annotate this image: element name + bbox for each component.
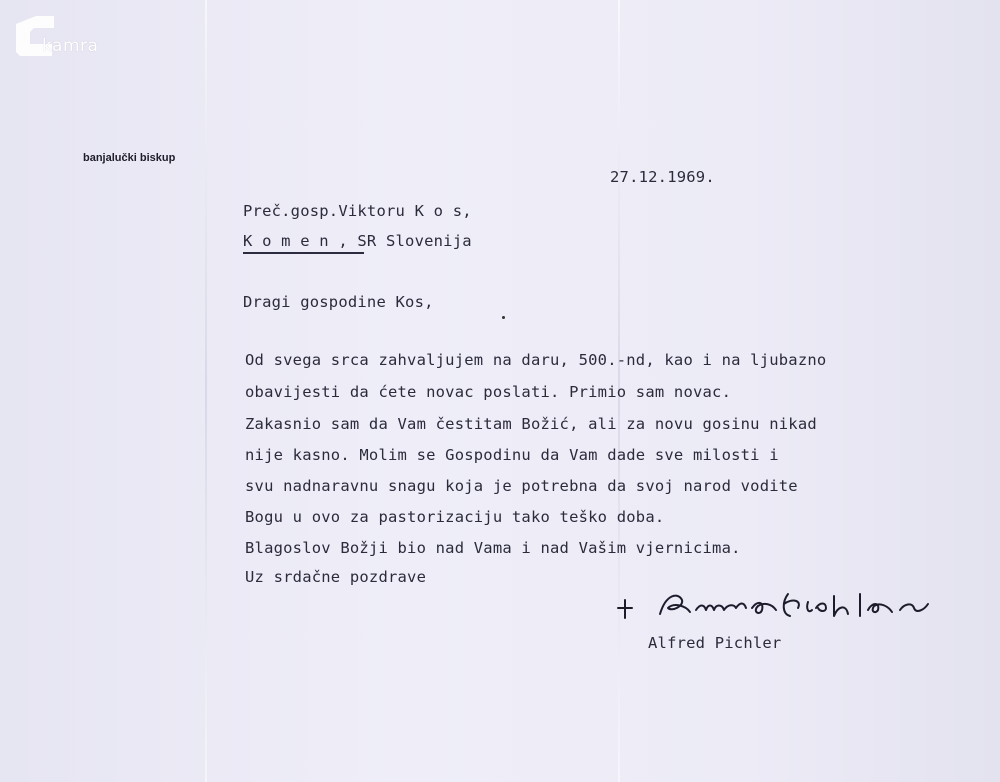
- watermark-logo: [12, 14, 112, 58]
- greeting: Dragi gospodine Kos,: [243, 293, 434, 311]
- watermark-text: kamra: [42, 36, 99, 56]
- body-line: Zakasnio sam da Vam čestitam Božić, ali za novu gosinu nikad: [245, 415, 817, 433]
- handwritten-signature: [612, 588, 1000, 624]
- letterhead: banjalučki biskup: [83, 152, 176, 164]
- body-line: obavijesti da ćete novac poslati. Primio sam novac.: [245, 383, 732, 401]
- body-line: Blagoslov Božji bio nad Vama i nad Vašim vjernicima.: [245, 539, 741, 557]
- body-line: Bogu u ovo za pastorizaciju tako teško doba.: [245, 508, 665, 526]
- body-line: Od svega srca zahvaljujem na daru, 500.-nd, kao i na ljubazno: [245, 351, 827, 369]
- body-line: svu nadnaravnu snagu koja je potrebna da svoj narod vodite: [245, 477, 798, 495]
- recipient-line-1: Preč.gosp.Viktoru K o s,: [243, 202, 472, 220]
- letter-date: 27.12.1969.: [610, 168, 715, 186]
- place-underline: [243, 252, 364, 254]
- body-line: Uz srdačne pozdrave: [245, 568, 427, 586]
- ink-dot: [502, 316, 505, 319]
- body-line: nije kasno. Molim se Gospodinu da Vam dade sve milosti i: [245, 446, 779, 464]
- signer-name: Alfred Pichler: [648, 634, 782, 652]
- recipient-line-2: K o m e n , SR Slovenija: [243, 232, 472, 250]
- paper-fold: [205, 0, 207, 782]
